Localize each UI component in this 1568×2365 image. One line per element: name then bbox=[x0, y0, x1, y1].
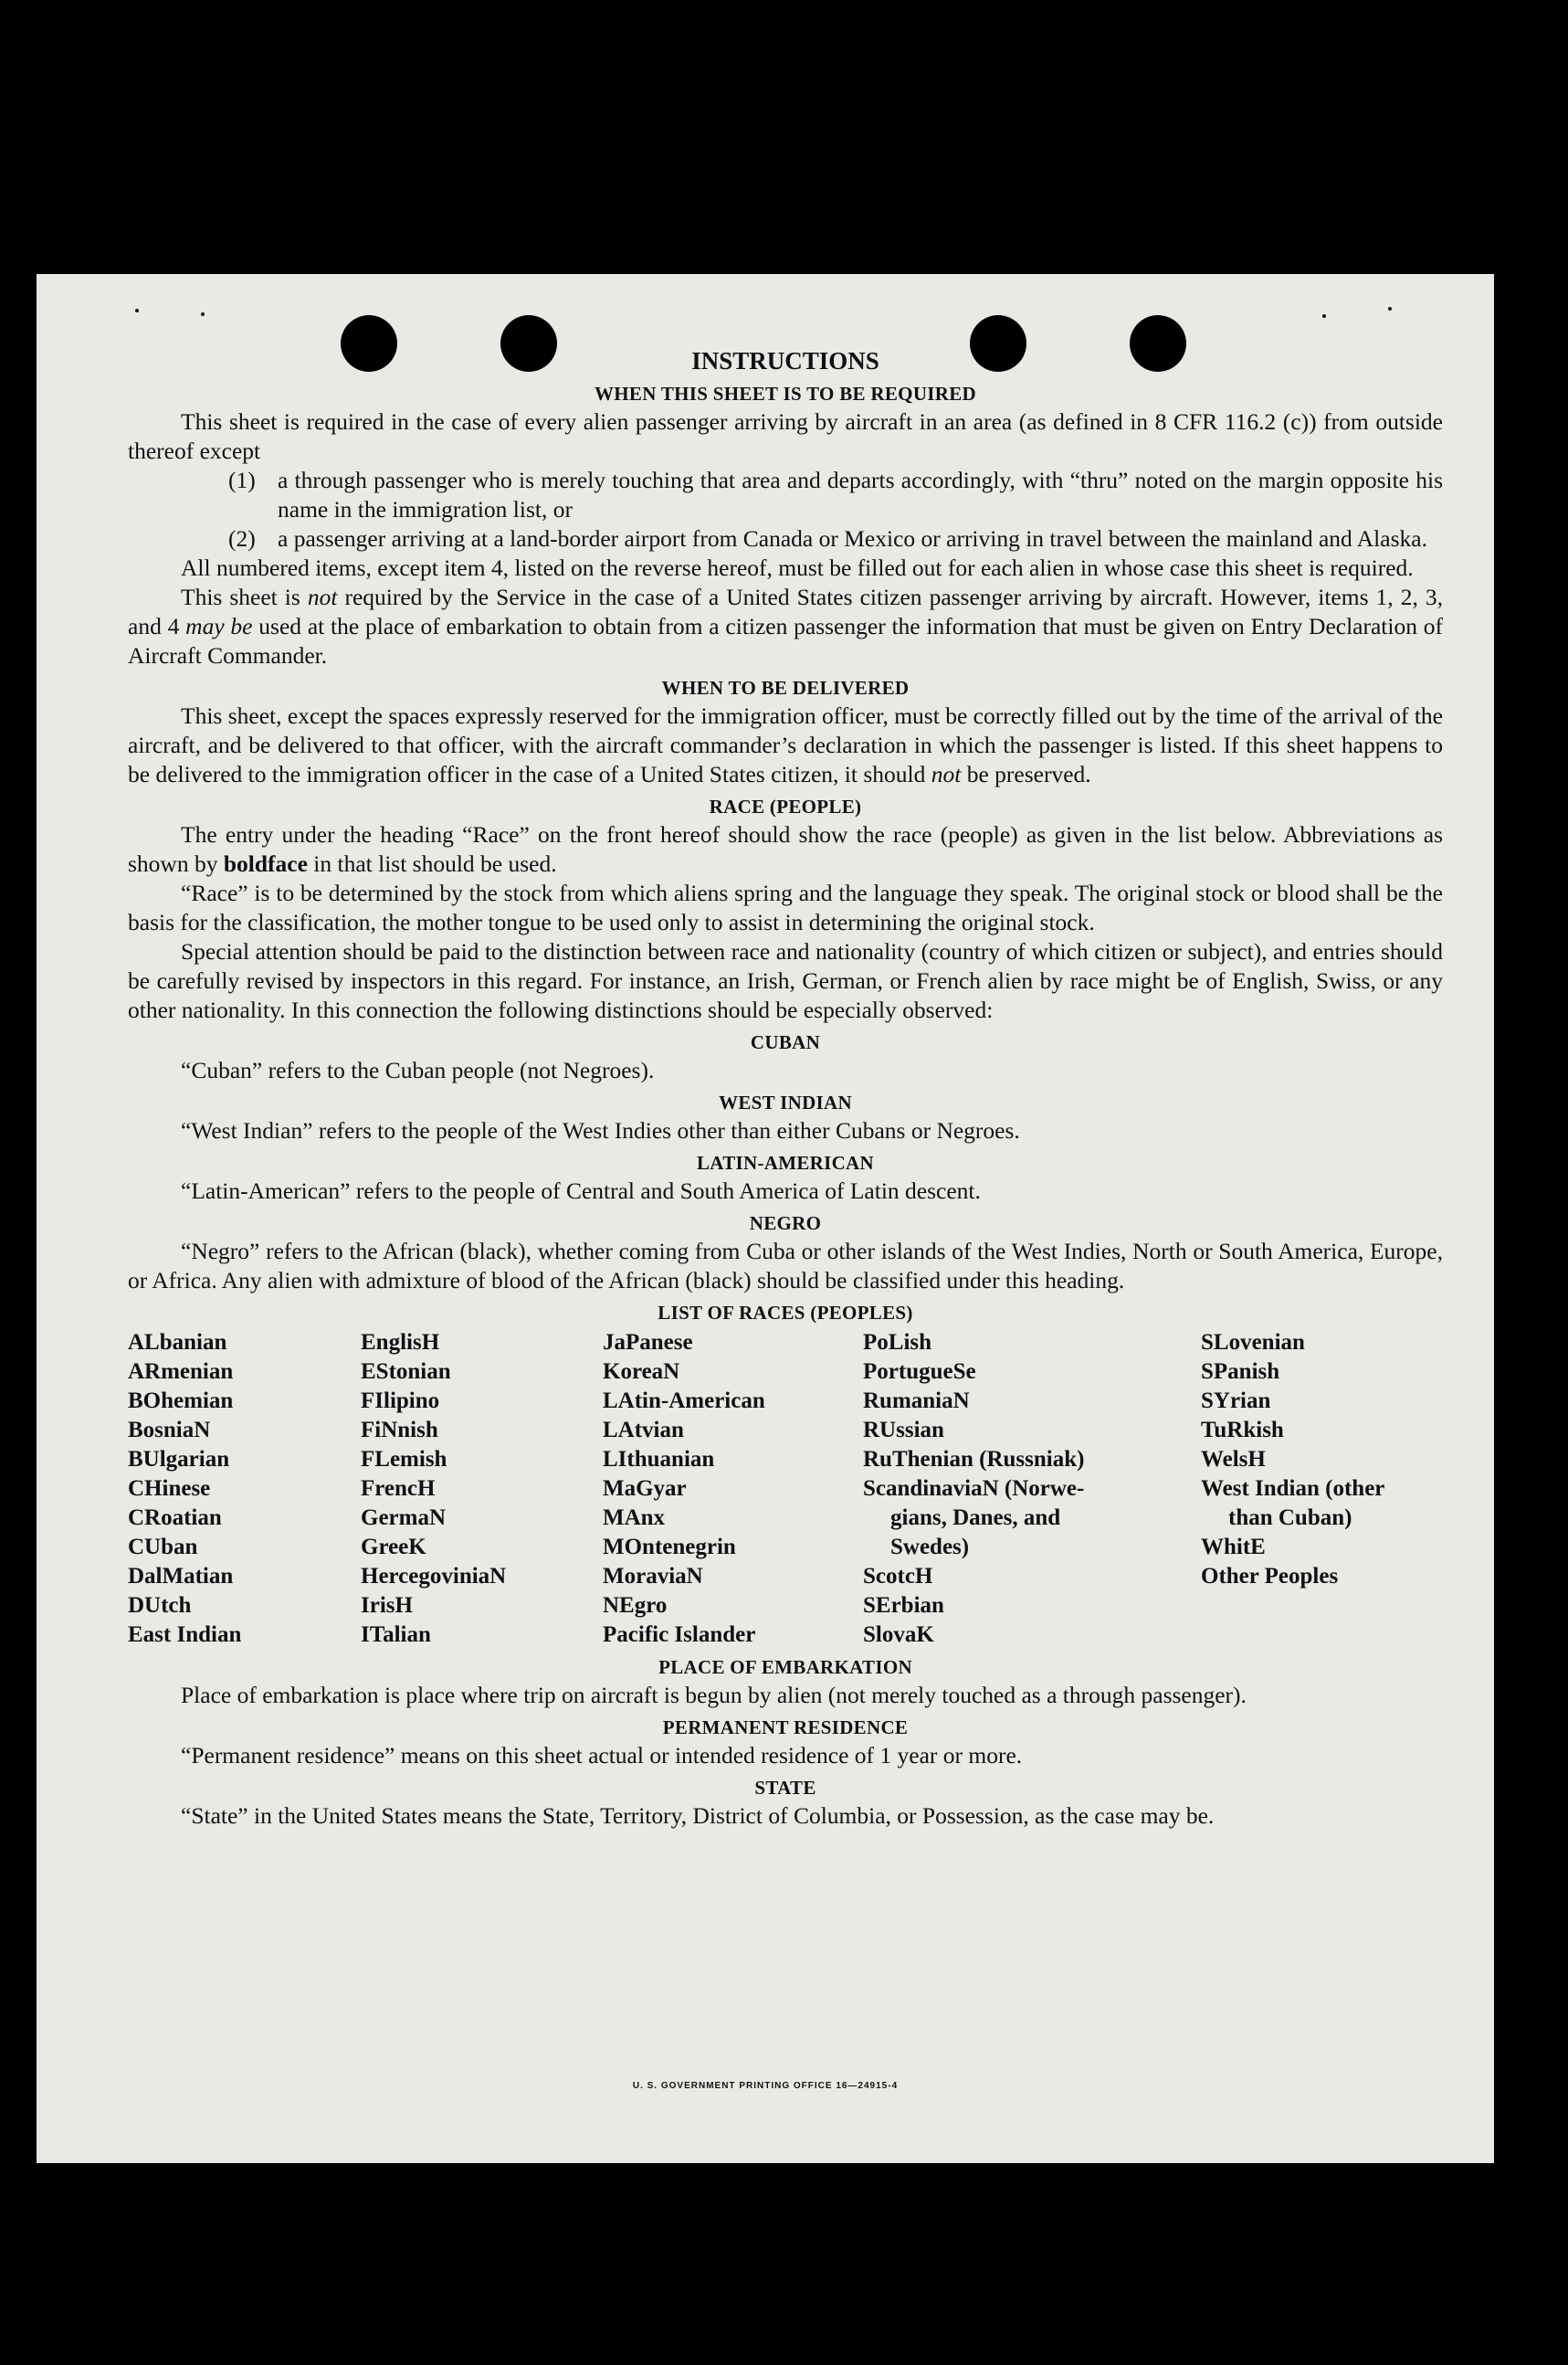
race-entry: PoLish bbox=[863, 1330, 932, 1355]
race-entry: MOntenegrin bbox=[603, 1535, 736, 1559]
race-entry: WhitE bbox=[1201, 1535, 1266, 1559]
emphasis: not bbox=[931, 761, 962, 787]
race-entry: LIthuanian bbox=[603, 1447, 715, 1472]
page-title: INSTRUCTIONS bbox=[691, 347, 879, 375]
race-entry: RUssian bbox=[863, 1418, 944, 1442]
paragraph bbox=[128, 583, 1443, 670]
paragraph: Place of embarkation is place where trip on aircraft is begun by alien (not merely touched as a through passenger). bbox=[181, 1682, 1247, 1708]
paragraph: “Race” is to be determined by the stock from which aliens spring and the language they speak. The original stock or blood shall be the basis for the classification, the mother tongue to be used only to assist in determining the original stock. bbox=[128, 880, 1443, 935]
race-entry: LAtin-American bbox=[603, 1388, 765, 1413]
race-entry: RumaniaN bbox=[863, 1388, 970, 1413]
race-column bbox=[361, 1328, 603, 1650]
race-entry: West Indian (other bbox=[1201, 1476, 1385, 1501]
list-item bbox=[228, 466, 1443, 524]
document-sheet bbox=[37, 274, 1494, 2163]
text-run: in that list should be used. bbox=[307, 850, 557, 877]
race-entry: than Cuban) bbox=[1228, 1505, 1352, 1530]
race-entry: Swedes) bbox=[890, 1535, 970, 1559]
race-entry: RuThenian (Russniak) bbox=[863, 1447, 1085, 1472]
paragraph bbox=[128, 702, 1443, 789]
bold-text: boldface bbox=[223, 850, 308, 877]
text-run: be preserved. bbox=[961, 761, 1091, 787]
race-entry: BosniaN bbox=[128, 1418, 211, 1442]
emphasis: may be bbox=[185, 613, 253, 639]
race-entry: DalMatian bbox=[128, 1564, 234, 1589]
race-entry: FIlipino bbox=[361, 1388, 440, 1413]
race-entry: ALbanian bbox=[128, 1330, 227, 1355]
race-entry: WelsH bbox=[1201, 1447, 1266, 1472]
section-heading: PERMANENT RESIDENCE bbox=[662, 1716, 909, 1738]
text-run: The entry under the heading “Race” on the front hereof should show the race (people) as given in the list below. Abbreviations as shown by bbox=[128, 821, 1443, 877]
race-entry: DUtch bbox=[128, 1593, 192, 1618]
printer-imprint: U. S. GOVERNMENT PRINTING OFFICE 16—24915-4 bbox=[632, 2081, 899, 2091]
race-entry: ITalian bbox=[361, 1622, 431, 1647]
race-entry: LAtvian bbox=[603, 1418, 684, 1442]
race-list bbox=[128, 1328, 1443, 1650]
race-entry: TuRkish bbox=[1201, 1418, 1284, 1442]
race-entry: ScandinaviaN (Norwe- bbox=[863, 1476, 1085, 1501]
section-heading: RACE (PEOPLE) bbox=[709, 796, 862, 818]
race-entry: NEgro bbox=[603, 1593, 668, 1618]
paragraph: All numbered items, except item 4, listed on the reverse hereof, must be filled out for each alien in whose case this sheet is required. bbox=[181, 554, 1414, 581]
paragraph: Special attention should be paid to the distinction between race and nationality (country of which citizen or subject), and entries should be carefully revised by inspectors in this regard. For instance, an Irish, German, or French alien by race might be of English, Swiss, or any other nationality. In this connection the following distinctions should be especially observed: bbox=[128, 938, 1443, 1023]
paragraph: “West Indian” refers to the people of the West Indies other than either Cubans or Negroes. bbox=[181, 1117, 1020, 1144]
race-entry: MAnx bbox=[603, 1505, 666, 1530]
paragraph: “Latin-American” refers to the people of Central and South America of Latin descent. bbox=[181, 1177, 981, 1204]
instructions-content bbox=[128, 345, 1443, 1831]
race-entry: MaGyar bbox=[603, 1476, 687, 1501]
race-column bbox=[1201, 1328, 1443, 1650]
race-entry: East Indian bbox=[128, 1622, 242, 1647]
text-run: This sheet is bbox=[181, 584, 308, 610]
section-heading: STATE bbox=[754, 1777, 816, 1799]
race-entry: HercegoviniaN bbox=[361, 1564, 507, 1589]
section-heading: NEGRO bbox=[749, 1212, 822, 1234]
item-text: a passenger arriving at a land-border airport from Canada or Mexico or arriving in travel between the mainland and Alaska. bbox=[278, 525, 1427, 552]
race-entry: BUlgarian bbox=[128, 1447, 230, 1472]
race-entry: SYrian bbox=[1201, 1388, 1271, 1413]
text-run: required by the Service in the case of a United States citizen passenger arriving by aircraft. However, items 1, 2, 3, and 4 bbox=[128, 584, 1443, 639]
race-entry: FLemish bbox=[361, 1447, 447, 1472]
text-run: This sheet, except the spaces expressly reserved for the immigration officer, must be correctly filled out by the time of the arrival of the aircraft, and be delivered to that officer, with the aircraft commander’s declaration in which the passenger is listed. If this sheet happens to be delivered to the immigration officer in the case of a United States citizen, it should bbox=[128, 702, 1443, 787]
speck bbox=[135, 309, 139, 312]
section-heading: CUBAN bbox=[750, 1031, 821, 1053]
emphasis: not bbox=[307, 584, 338, 610]
race-entry: CRoatian bbox=[128, 1505, 222, 1530]
race-entry: ScotcH bbox=[863, 1564, 933, 1589]
item-text: a through passenger who is merely touching that area and departs accordingly, with “thru” noted on the margin opposite his name in the immigration list, or bbox=[278, 467, 1443, 523]
race-entry: FrencH bbox=[361, 1476, 436, 1501]
race-entry: PortugueSe bbox=[863, 1359, 976, 1384]
race-entry: Pacific Islander bbox=[603, 1622, 756, 1647]
paragraph: “State” in the United States means the State, Territory, District of Columbia, or Possession, as the case may be. bbox=[181, 1802, 1215, 1829]
paragraph bbox=[128, 820, 1443, 879]
item-number: (2) bbox=[228, 525, 256, 552]
text-run: used at the place of embarkation to obtain from a citizen passenger the information that must be given on Entry Declaration of Aircraft Commander. bbox=[128, 613, 1443, 669]
paragraph: This sheet is required in the case of every alien passenger arriving by aircraft in an area (as defined in 8 CFR 116.2 (c)) from outside thereof except bbox=[128, 408, 1443, 464]
race-column bbox=[128, 1328, 361, 1650]
section-heading: WEST INDIAN bbox=[719, 1092, 852, 1114]
section-heading: LIST OF RACES (PEOPLES) bbox=[658, 1302, 913, 1324]
section-heading: PLACE OF EMBARKATION bbox=[658, 1656, 912, 1678]
paragraph: “Negro” refers to the African (black), whether coming from Cuba or other islands of the West Indies, North or South America, Europe, or Africa. Any alien with admixture of blood of the African (black) should be classified under this heading. bbox=[128, 1238, 1443, 1293]
race-entry: SPanish bbox=[1201, 1359, 1280, 1384]
speck bbox=[201, 312, 205, 316]
race-column bbox=[603, 1328, 863, 1650]
race-entry: KoreaN bbox=[603, 1359, 680, 1384]
section-heading: LATIN-AMERICAN bbox=[697, 1152, 874, 1174]
race-entry: GreeK bbox=[361, 1535, 426, 1559]
race-entry: JaPanese bbox=[603, 1330, 693, 1355]
race-entry: CHinese bbox=[128, 1476, 211, 1501]
race-entry: CUban bbox=[128, 1535, 198, 1559]
race-entry: MoraviaN bbox=[603, 1564, 703, 1589]
item-number: (1) bbox=[228, 467, 256, 493]
race-entry: SLovenian bbox=[1201, 1330, 1305, 1355]
paragraph: “Permanent residence” means on this sheet actual or intended residence of 1 year or more. bbox=[181, 1742, 1023, 1768]
speck bbox=[1388, 307, 1392, 311]
race-entry: EStonian bbox=[361, 1359, 451, 1384]
section-heading: WHEN TO BE DELIVERED bbox=[661, 677, 910, 699]
race-entry: gians, Danes, and bbox=[890, 1505, 1061, 1530]
paragraph: “Cuban” refers to the Cuban people (not Negroes). bbox=[181, 1057, 655, 1083]
race-entry: ARmenian bbox=[128, 1359, 234, 1384]
race-entry: SlovaK bbox=[863, 1622, 934, 1647]
section-heading: WHEN THIS SHEET IS TO BE REQUIRED bbox=[594, 383, 976, 405]
race-entry: FiNnish bbox=[361, 1418, 438, 1442]
race-entry: EnglisH bbox=[361, 1330, 440, 1355]
race-entry: SErbian bbox=[863, 1593, 944, 1618]
race-entry: IrisH bbox=[361, 1593, 413, 1618]
race-column bbox=[863, 1328, 1201, 1650]
race-entry: BOhemian bbox=[128, 1388, 234, 1413]
race-entry: GermaN bbox=[361, 1505, 447, 1530]
speck bbox=[1322, 314, 1326, 318]
list-item bbox=[228, 524, 1443, 554]
race-entry: Other Peoples bbox=[1201, 1564, 1339, 1589]
